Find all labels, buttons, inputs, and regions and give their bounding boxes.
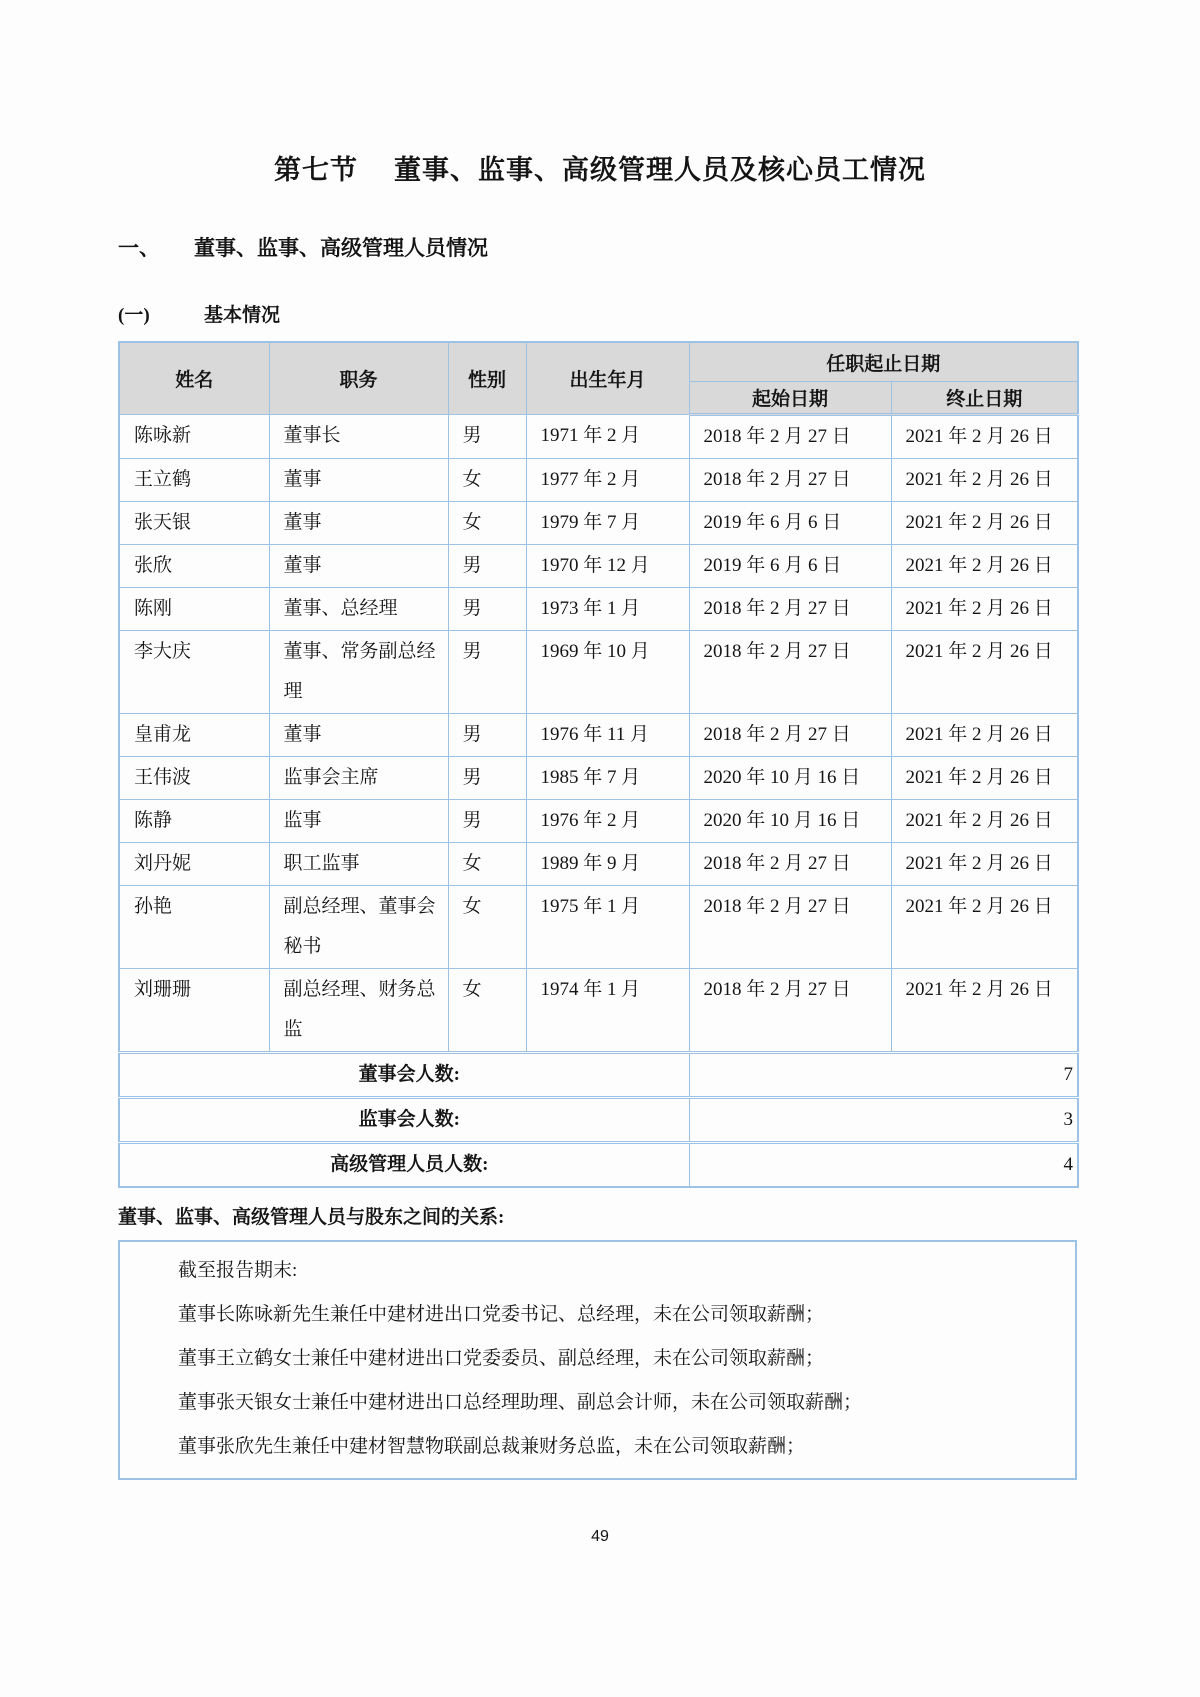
cell-term-start: 2018 年 2 月 27 日 (689, 588, 891, 631)
cell-term-start: 2018 年 2 月 27 日 (689, 969, 891, 1053)
cell-position: 董事 (269, 502, 448, 545)
cell-gender: 女 (448, 969, 526, 1053)
section1-1-text: 基本情况 (204, 305, 281, 326)
cell-position: 副总经理、财务总监 (269, 969, 448, 1053)
cell-term-start: 2018 年 2 月 27 日 (689, 459, 891, 502)
cell-birth: 1989 年 9 月 (526, 843, 689, 886)
cell-term-end: 2021 年 2 月 26 日 (891, 969, 1078, 1053)
relations-paragraph: 董事张天银女士兼任中建材进出口总经理助理、副总会计师，未在公司领取薪酬； (178, 1392, 863, 1413)
page-title-text: 董事、监事、高级管理人员及核心员工情况 (394, 155, 926, 185)
cell-term-start: 2020 年 10 月 16 日 (689, 800, 891, 843)
cell-birth: 1975 年 1 月 (526, 886, 689, 969)
relations-paragraph: 董事长陈咏新先生兼任中建材进出口党委书记、总经理，未在公司领取薪酬； (178, 1304, 825, 1325)
cell-name: 陈咏新 (119, 415, 269, 459)
relations-paragraph: 截至报告期末: (178, 1260, 298, 1281)
cell-position: 监事会主席 (269, 757, 448, 800)
summary-label: 董事会人数: (119, 1053, 689, 1098)
cell-name: 刘珊珊 (119, 969, 269, 1053)
cell-name: 王立鹤 (119, 459, 269, 502)
cell-gender: 男 (448, 415, 526, 459)
summary-label: 监事会人数: (119, 1098, 689, 1143)
cell-birth: 1985 年 7 月 (526, 757, 689, 800)
cell-term-start: 2019 年 6 月 6 日 (689, 502, 891, 545)
table-row (119, 545, 1078, 588)
header-position: 职务 (269, 342, 448, 415)
cell-birth: 1973 年 1 月 (526, 588, 689, 631)
cell-name: 张欣 (119, 545, 269, 588)
summary-row-senior-mgmt-count (119, 1143, 1078, 1188)
table-row (119, 631, 1078, 714)
table-row (119, 588, 1078, 631)
cell-gender: 男 (448, 545, 526, 588)
cell-position: 董事、总经理 (269, 588, 448, 631)
table-row (119, 843, 1078, 886)
cell-birth: 1971 年 2 月 (526, 415, 689, 459)
cell-position: 董事长 (269, 415, 448, 459)
table-header-row-1 (119, 342, 1078, 382)
page-title (0, 148, 1200, 187)
header-name: 姓名 (119, 342, 269, 415)
table-row (119, 757, 1078, 800)
cell-position: 董事 (269, 714, 448, 757)
page-number: 49 (591, 1528, 609, 1545)
summary-value: 3 (689, 1098, 1078, 1143)
relations-paragraph: 董事王立鹤女士兼任中建材进出口党委委员、副总经理，未在公司领取薪酬； (178, 1348, 825, 1369)
section1-text: 董事、监事、高级管理人员情况 (194, 236, 488, 260)
cell-gender: 男 (448, 800, 526, 843)
cell-birth: 1969 年 10 月 (526, 631, 689, 714)
table-row (119, 415, 1078, 459)
cell-term-end: 2021 年 2 月 26 日 (891, 714, 1078, 757)
cell-gender: 男 (448, 757, 526, 800)
cell-birth: 1974 年 1 月 (526, 969, 689, 1053)
header-term-start: 起始日期 (689, 382, 891, 415)
relations-box (118, 1240, 1077, 1480)
table-row (119, 502, 1078, 545)
cell-name: 皇甫龙 (119, 714, 269, 757)
cell-term-start: 2018 年 2 月 27 日 (689, 714, 891, 757)
summary-row-supervisor-count (119, 1098, 1078, 1143)
cell-name: 王伟波 (119, 757, 269, 800)
cell-name: 陈刚 (119, 588, 269, 631)
table-row (119, 714, 1078, 757)
cell-term-start: 2018 年 2 月 27 日 (689, 843, 891, 886)
summary-value: 4 (689, 1143, 1078, 1188)
cell-term-end: 2021 年 2 月 26 日 (891, 886, 1078, 969)
cell-term-end: 2021 年 2 月 26 日 (891, 757, 1078, 800)
cell-term-start: 2018 年 2 月 27 日 (689, 631, 891, 714)
cell-term-end: 2021 年 2 月 26 日 (891, 502, 1078, 545)
cell-position: 监事 (269, 800, 448, 843)
cell-gender: 男 (448, 631, 526, 714)
cell-birth: 1979 年 7 月 (526, 502, 689, 545)
cell-term-start: 2019 年 6 月 6 日 (689, 545, 891, 588)
cell-position: 董事 (269, 545, 448, 588)
table-row (119, 800, 1078, 843)
summary-row-board-count (119, 1053, 1078, 1098)
cell-term-start: 2018 年 2 月 27 日 (689, 886, 891, 969)
cell-position: 职工监事 (269, 843, 448, 886)
summary-label: 高级管理人员人数: (119, 1143, 689, 1188)
cell-name: 陈静 (119, 800, 269, 843)
cell-gender: 女 (448, 502, 526, 545)
summary-value: 7 (689, 1053, 1078, 1098)
cell-birth: 1970 年 12 月 (526, 545, 689, 588)
management-table (118, 341, 1079, 1188)
section1-1-number: (一) (118, 305, 150, 326)
cell-position: 副总经理、董事会秘书 (269, 886, 448, 969)
header-term: 任职起止日期 (689, 342, 1078, 382)
cell-term-end: 2021 年 2 月 26 日 (891, 588, 1078, 631)
header-birth: 出生年月 (526, 342, 689, 415)
cell-gender: 男 (448, 714, 526, 757)
cell-gender: 男 (448, 588, 526, 631)
cell-name: 李大庆 (119, 631, 269, 714)
cell-term-end: 2021 年 2 月 26 日 (891, 545, 1078, 588)
table-row (119, 459, 1078, 502)
cell-position: 董事、常务副总经理 (269, 631, 448, 714)
relations-heading: 董事、监事、高级管理人员与股东之间的关系: (118, 1207, 505, 1228)
cell-term-end: 2021 年 2 月 26 日 (891, 843, 1078, 886)
relations-paragraph: 董事张欣先生兼任中建材智慧物联副总裁兼财务总监，未在公司领取薪酬； (178, 1436, 806, 1457)
cell-term-end: 2021 年 2 月 26 日 (891, 631, 1078, 714)
cell-gender: 女 (448, 843, 526, 886)
cell-term-end: 2021 年 2 月 26 日 (891, 415, 1078, 459)
cell-birth: 1977 年 2 月 (526, 459, 689, 502)
cell-gender: 女 (448, 459, 526, 502)
section-heading-level2 (118, 300, 280, 327)
header-gender: 性别 (448, 342, 526, 415)
cell-term-end: 2021 年 2 月 26 日 (891, 800, 1078, 843)
cell-birth: 1976 年 2 月 (526, 800, 689, 843)
table-row (119, 969, 1078, 1053)
cell-term-start: 2020 年 10 月 16 日 (689, 757, 891, 800)
page-title-section-number: 第七节 (274, 155, 358, 185)
cell-position: 董事 (269, 459, 448, 502)
cell-birth: 1976 年 11 月 (526, 714, 689, 757)
cell-term-start: 2018 年 2 月 27 日 (689, 415, 891, 459)
cell-gender: 女 (448, 886, 526, 969)
section1-number: 一、 (118, 236, 160, 260)
header-term-end: 终止日期 (891, 382, 1078, 415)
cell-name: 孙艳 (119, 886, 269, 969)
cell-name: 张天银 (119, 502, 269, 545)
table-row (119, 886, 1078, 969)
cell-name: 刘丹妮 (119, 843, 269, 886)
section-heading-level1 (118, 232, 488, 262)
cell-term-end: 2021 年 2 月 26 日 (891, 459, 1078, 502)
